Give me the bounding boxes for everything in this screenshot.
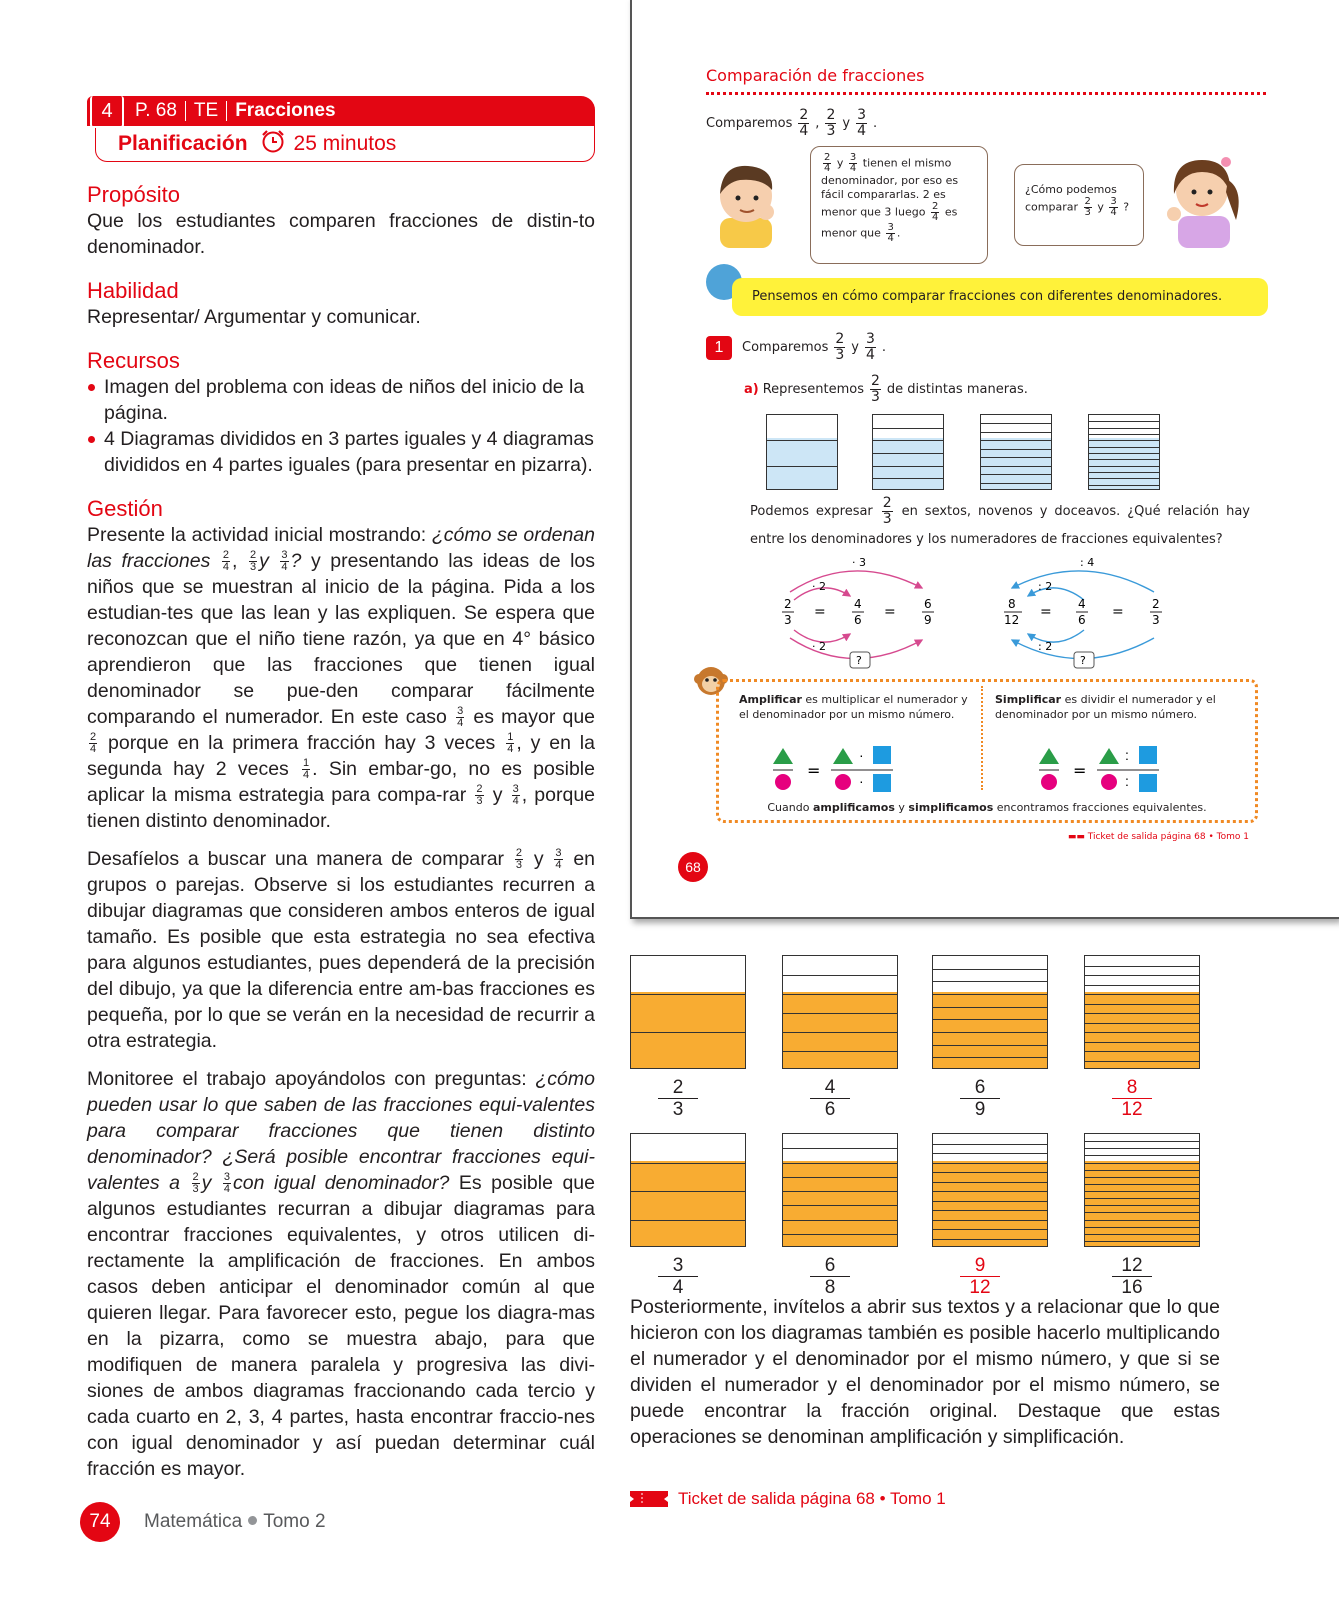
list-item: Imagen del problema con ideas de niños del inicio de la página. (87, 374, 595, 426)
gestion-paragraph-1: Presente la actividad inicial mostrando: ¿cómo se ordenan las fracciones $\frac{2}{4}$ , $\frac{2}{3}$ y $\frac{3}{4}$ ? y presentando las ideas de los niños que se muestran al inicio de la página. Pida a los estudian-tes que las lean y las expliquen. Se espera que reconozcan que el niño tiene razón, ya que en 4° básico aprendieron que las fracciones que tienen igual denominador se pue-den comparar fácilmente comparando el numerador. En este caso $\frac{3}{4}$ es mayor que $\frac{2}{4}$ porque en la primera fracción hay 3 veces $\frac{1}{4}$ , y en la segunda hay 2 veces $\frac{1}{4}$ . Sin embar-go, no es posible aplicar la misma estrategia para compa-rar $\frac{2}{3}$ y $\frac{3}{4}$ , porque tienen distinto denominador. (87, 524, 596, 832)
posteriormente-paragraph: Posteriormente, invítelos a abrir sus textos y a relacionar que lo que hicieron con los diagramas también es posible hacerlo multiplicando el numerador y el denominador por el mismo número, y que si se dividen el numerador y el denominador por el mismo número, se puede encontrar la fracción original. Destaque que estas operaciones se denominan amplificación y simplificación. (630, 1296, 1220, 1448)
denominator: 3 (672, 1099, 684, 1120)
ticket-icon: ▬▬ (1067, 832, 1088, 842)
footer-text: Matemática Tomo 2 (144, 1511, 326, 1532)
girl-speech-bubble: ¿Cómo podemos comparar $\frac{2}{3}$ y $\frac{3}{4}$ ? (1014, 164, 1144, 246)
numerator: 3 (658, 1255, 698, 1277)
svg-text:4: 4 (1078, 597, 1086, 611)
blue-fraction-diagram (872, 414, 944, 490)
lesson-number: 4 (90, 96, 124, 128)
list-item: 4 Diagramas divididos en 3 partes iguales y 4 diagramas divididos en 4 partes iguales (para presentar en pizarra). (87, 426, 595, 478)
denominator: 16 (1121, 1277, 1143, 1298)
proposito-title: Propósito (87, 182, 180, 207)
numerator: 6 (810, 1255, 850, 1277)
svg-text:·: · (859, 773, 864, 789)
recursos-list (87, 374, 595, 478)
gestion-paragraph-2: Desafíelos a buscar una manera de comparar $\frac{2}{3}$ y $\frac{3}{4}$ en grupos o parejas. Observe si los estudiantes recurren a dibujar diagramas que consideren ambos enteros de igual tamaño. Es posible que esta estrategia no sea efectiva para algunos estudiantes, pues dependerá de la precisión del dibujo, ya que la diferencia entre am-bas fracciones es pequeña, por lo que se verán en la necesidad de recurrir a otra estrategia. (87, 847, 596, 1052)
denominator: 4 (672, 1277, 684, 1298)
svg-text::: : (1125, 773, 1129, 789)
fraction-bar (782, 1133, 898, 1247)
expression-paragraph: Podemos expresar $\frac{2}{3}$ en sextos, novenos y doceavos. ¿Qué relación hay entre los denominadores y los numeradores de fracciones equivalentes? (750, 495, 1250, 547)
ticket-reference-small: ▬▬ Ticket de salida página 68 • Tomo 1 (1067, 832, 1249, 842)
definitions-note: Cuando amplificamos y simplificamos encontramos fracciones equivalentes. (767, 801, 1207, 814)
svg-text:=: = (807, 761, 821, 780)
chain-right-bot: : 2 (1038, 640, 1053, 653)
blue-fraction-diagram (1088, 414, 1160, 490)
amplify-shape-formula (773, 746, 913, 796)
chain-right-question: ? (1080, 654, 1086, 667)
fraction-label (1112, 1077, 1152, 1120)
fraction-label (658, 1077, 698, 1120)
dotted-divider (706, 92, 1266, 95)
planning-box (95, 126, 595, 162)
textbook-page-preview (630, 0, 1339, 919)
key-question-banner: Pensemos en cómo comparar fracciones con diferentes denominadores. (732, 278, 1268, 316)
page-ref: P. 68 (135, 100, 177, 121)
chain-left-question: ? (856, 654, 862, 667)
simplificar-definition: Simplificar es dividir el numerador y el denominador por un mismo número. (995, 693, 1216, 721)
fraction-label (810, 1077, 850, 1120)
blue-fraction-diagram (766, 414, 838, 490)
svg-text:9: 9 (924, 613, 932, 627)
problem-number: 1 (706, 336, 732, 360)
comparemos-line: Comparemos 2 4 , 2 3 y 3 4 . (706, 107, 878, 139)
svg-text:=: = (814, 604, 826, 620)
problem-1-statement: Comparemos 2 3 y 3 4 . (742, 331, 887, 363)
fraction-bar (1084, 955, 1200, 1069)
duration-label: 25 minutos (293, 131, 397, 155)
proposito-text: Que los estudiantes comparen fracciones de distin-to denominador. (87, 210, 595, 258)
fraction-label (960, 1255, 1000, 1298)
denominator: 8 (824, 1277, 836, 1298)
svg-text::: : (1125, 747, 1129, 763)
fraction-label (960, 1077, 1000, 1120)
fraction-bar (932, 955, 1048, 1069)
numerator: 9 (960, 1255, 1000, 1277)
svg-text:8: 8 (1008, 597, 1016, 611)
habilidad-title: Habilidad (87, 278, 179, 303)
habilidad-text: Representar/ Argumentar y comunicar. (87, 306, 421, 328)
denominator: 12 (1121, 1099, 1143, 1120)
lesson-header-bar (87, 96, 595, 126)
gestion-title: Gestión (87, 496, 163, 521)
chain-right-mid: : 2 (1038, 580, 1053, 593)
svg-text:4: 4 (854, 597, 862, 611)
numerator: 6 (960, 1077, 1000, 1099)
te-label: TE (185, 101, 226, 121)
gestion-paragraph-3: Monitoree el trabajo apoyándolos con preguntas: ¿cómo pueden usar lo que saben de las fracciones equi-valentes para comparar fracciones que tienen distinto denominador? ¿Será posible encontrar fracciones equi-valentes a $\frac{2}{3}$ y $\frac{3}{4}$ con igual denominador? Es posible que algunos estudiantes recurran a dibujar diagramas para encontrar fracciones equivalentes, y otros utilicen di-rectamente la amplificación de fracciones. En ambos casos deben anticipar el denominador común al que quieren llegar. Para favorecer esto, pegue los diagra-mas en la pizarra, como se muestra abajo, para que modifiquen de manera paralela y progresiva las divi-siones de ambos diagramas fraccionando cada tercio y cada cuarto en 2, 3, 4 partes, hasta encontrar fraccio-nes con igual denominador y así puedan determinar cuál fracción es mayor. (87, 1068, 595, 1480)
svg-text:=: = (1073, 761, 1087, 780)
textbook-page-number: 68 (678, 852, 708, 882)
svg-text:3: 3 (1152, 613, 1160, 627)
svg-text:12: 12 (1004, 613, 1020, 627)
ticket-reference: Ticket de salida página 68 • Tomo 1 (630, 1489, 946, 1509)
denominator: 6 (824, 1099, 836, 1120)
fraction-bar (1084, 1133, 1200, 1247)
fraction-bar (630, 955, 746, 1069)
planning-label: Planificación (118, 131, 248, 155)
numerator: 2 (658, 1077, 698, 1099)
fraction-label (658, 1255, 698, 1298)
svg-text:6: 6 (1078, 613, 1086, 627)
denominator: 12 (969, 1277, 991, 1298)
svg-text:·: · (859, 747, 864, 763)
svg-text:2: 2 (1152, 597, 1160, 611)
equivalence-chains-diagram (772, 556, 1192, 674)
textbook-title: Comparación de fracciones (706, 66, 925, 85)
amplificar-definition: Amplificar es multiplicar el numerador y el denominador por un mismo número. (739, 693, 968, 721)
fraction-bar (782, 955, 898, 1069)
definitions-box (716, 679, 1258, 823)
svg-text:3: 3 (784, 613, 792, 627)
svg-text:6: 6 (924, 597, 932, 611)
svg-text:6: 6 (854, 613, 862, 627)
svg-text:=: = (884, 604, 896, 620)
recursos-title: Recursos (87, 348, 180, 373)
topic-label: Fracciones (226, 101, 343, 121)
fraction-bar (932, 1133, 1048, 1247)
chain-left-bot: · 2 (812, 640, 826, 653)
boy-illustration (710, 156, 780, 253)
fraction-label (1112, 1255, 1152, 1298)
svg-text:=: = (1040, 604, 1052, 620)
chain-right-top: : 4 (1080, 556, 1095, 569)
boy-speech-bubble: $\frac{2}{4}$ y $\frac{3}{4}$ tienen el mismo denominador, por eso es fácil compararlas. 2 es menor que 3 luego $\frac{2}{4}$ es menor que $\frac{3}{4}$ . (810, 146, 988, 264)
chain-left-mid: · 2 (812, 580, 826, 593)
numerator: 4 (810, 1077, 850, 1099)
chain-left-top: · 3 (852, 556, 866, 569)
fraction-label (810, 1255, 850, 1298)
denominator: 9 (974, 1099, 986, 1120)
part-a-statement: a) Representemos 2 3 de distintas maneras. (744, 373, 1028, 405)
blue-fraction-diagram (980, 414, 1052, 490)
teacher-guide-column (87, 96, 595, 1482)
girl-illustration (1156, 150, 1246, 253)
numerator: 8 (1112, 1077, 1152, 1099)
page-number: 74 (80, 1502, 120, 1542)
simplify-shape-formula (1039, 746, 1179, 796)
fraction-bar (630, 1133, 746, 1247)
ticket-icon (630, 1491, 668, 1507)
alarm-clock-icon (260, 129, 286, 159)
svg-text:2: 2 (784, 597, 792, 611)
page-footer (80, 1502, 326, 1542)
svg-text:=: = (1112, 604, 1124, 620)
numerator: 12 (1112, 1255, 1152, 1277)
